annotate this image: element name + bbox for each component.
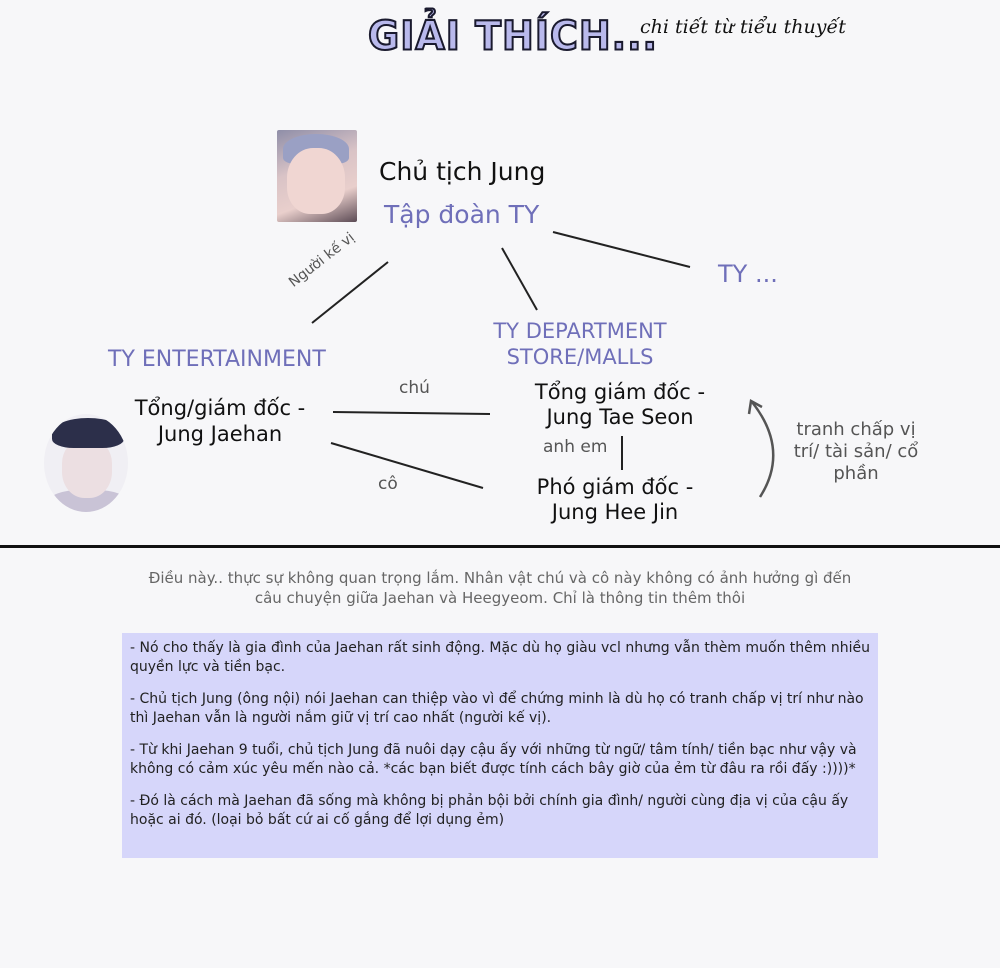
footer-note: Điều này.. thực sự không quan trọng lắm. Nhân vật chú và cô này không có ảnh hưởng gì đến câu chuyện giữa Jaehan và Heegyeom. Chỉ là thông tin thêm thôi <box>148 569 852 607</box>
explanation-point: - Nó cho thấy là gia đình của Jaehan rất sinh động. Mặc dù họ giàu vcl nhưng vẫn thèm muốn thêm nhiều quyền lực và tiền bạc. <box>130 640 870 675</box>
person-hee-jin: Phó giám đốc - Jung Hee Jin <box>536 475 694 524</box>
explanation-point: - Từ khi Jaehan 9 tuổi, chủ tịch Jung đã nuôi dạy cậu ấy với những từ ngữ/ tâm tính/ tiền bạc như vậy và không có cảm xúc yêu mến nào cả. *các bạn biết được tính cách bây giờ của ẻm từ đâu ra rồi đấy :))))* <box>130 742 857 777</box>
branch-other: TY ... <box>718 260 778 288</box>
dispute-note: tranh chấp vị trí/ tài sản/ cổ phần <box>793 419 919 484</box>
label-uncle: chú <box>399 378 430 398</box>
section-divider <box>0 545 1000 548</box>
line-chairman-to-dept <box>502 248 537 310</box>
line-uncle <box>333 412 490 414</box>
chairman-company: Tập đoàn TY <box>384 200 540 229</box>
page-subtitle: chi tiết từ tiểu thuyết <box>640 16 846 38</box>
explanation-point: - Chủ tịch Jung (ông nội) nói Jaehan can thiệp vào vì để chứng minh là dù họ có tranh chấp vị trí như nào thì Jaehan vẫn là người nắm giữ vị trí cao nhất (người kế vị). <box>130 691 864 726</box>
label-successor: Người kế vị <box>286 229 358 291</box>
line-aunt <box>331 443 483 488</box>
branch-entertainment: TY ENTERTAINMENT <box>108 347 326 372</box>
label-siblings: anh em <box>543 437 608 457</box>
explanation-point: - Đó là cách mà Jaehan đã sống mà không bị phản bội bởi chính gia đình/ người cùng địa vị của cậu ấy hoặc ai đó. (loại bỏ bất cứ ai cố gắng để lợi dụng ẻm) <box>130 793 849 828</box>
chairman-avatar <box>277 130 357 222</box>
dispute-arrow-icon <box>752 402 773 497</box>
label-aunt: cô <box>378 474 398 494</box>
jaehan-avatar <box>44 414 128 512</box>
line-chairman-to-ent <box>312 262 388 323</box>
person-tae-seon: Tổng giám đốc - Jung Tae Seon <box>534 380 706 429</box>
person-jaehan: Tổng/giám đốc - Jung Jaehan <box>134 396 306 446</box>
explanation-box <box>122 633 878 858</box>
page-title: GIẢI THÍCH... <box>368 12 658 60</box>
chairman-name: Chủ tịch Jung <box>379 157 546 186</box>
branch-department-store: TY DEPARTMENT STORE/MALLS <box>493 319 667 369</box>
line-chairman-to-other <box>553 232 690 267</box>
